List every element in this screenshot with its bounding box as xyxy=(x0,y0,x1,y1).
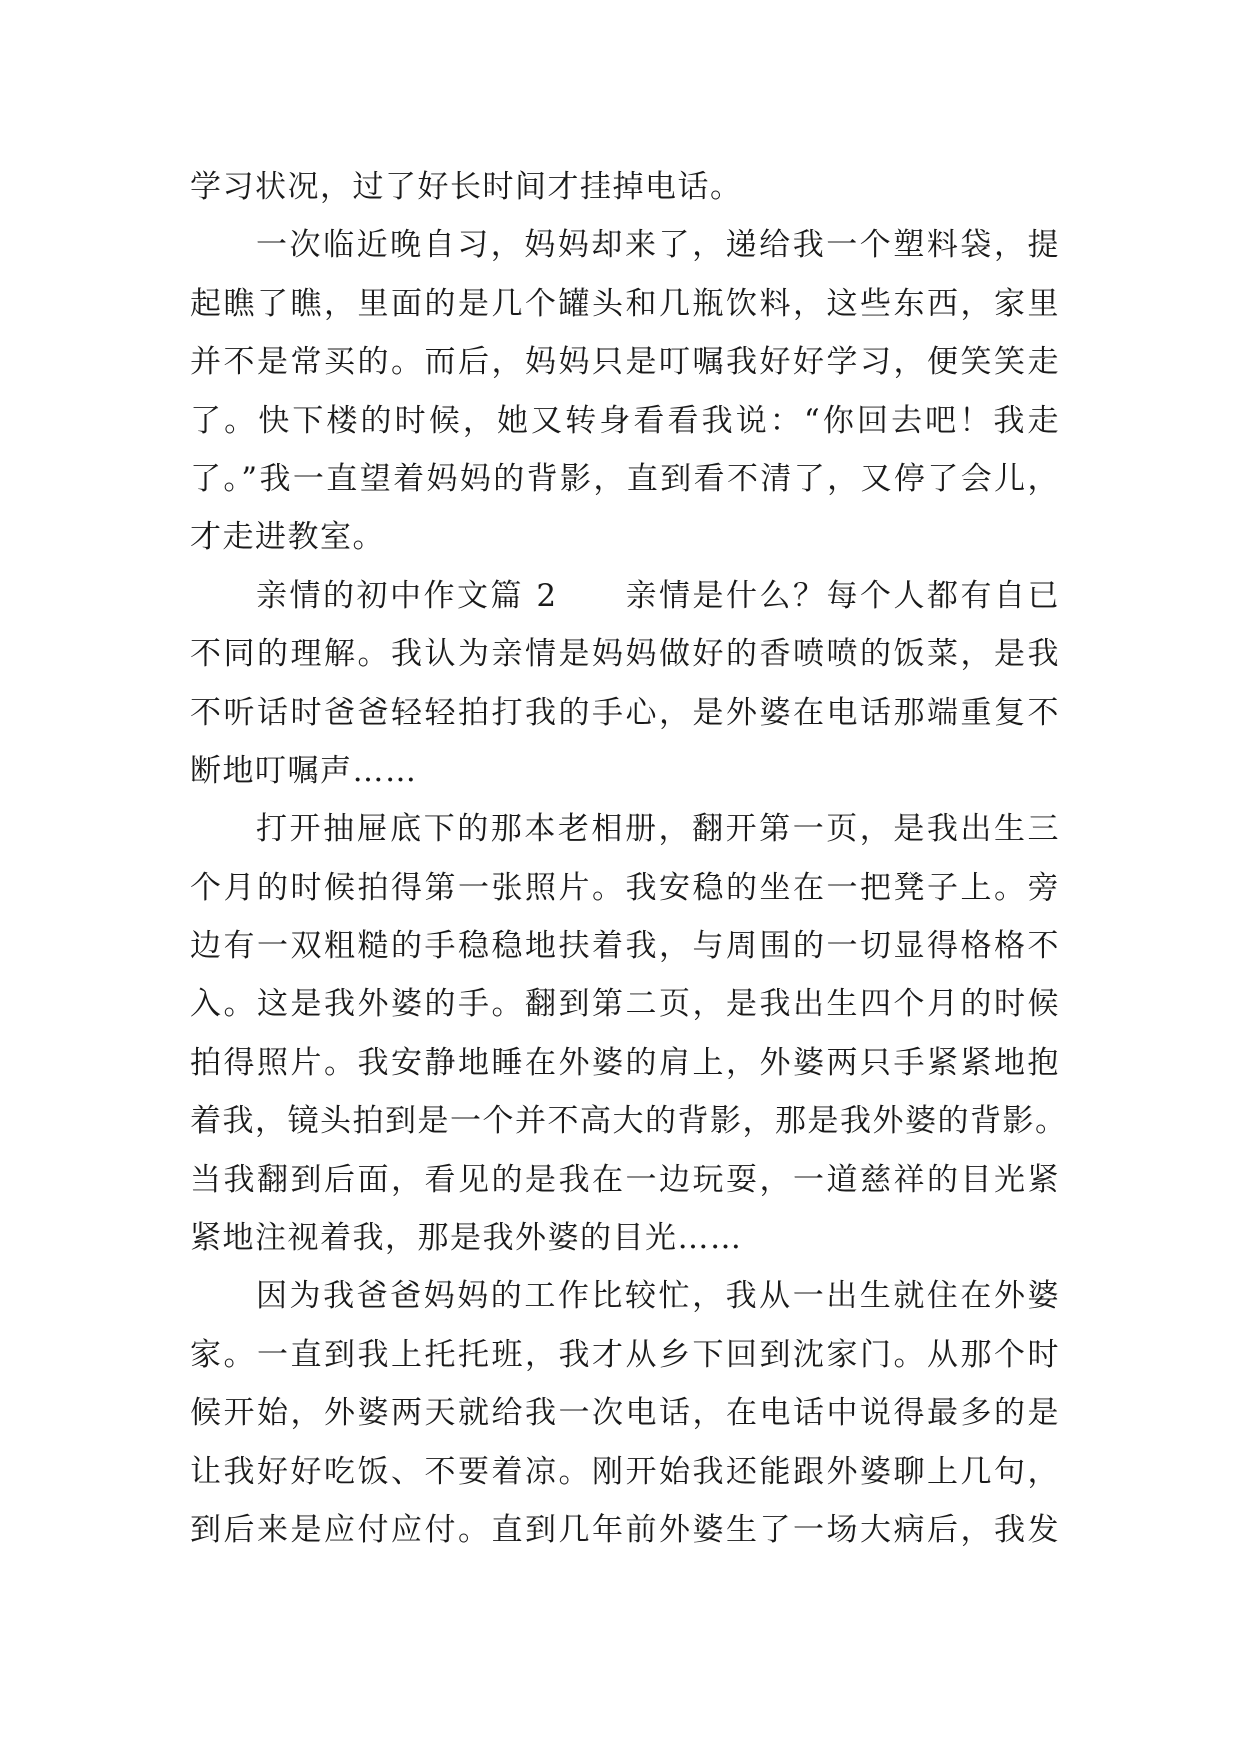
text-line: 着我，镜头拍到是一个并不高大的背影，那是我外婆的背影。 xyxy=(190,1103,1068,1140)
text-line: 个月的时候拍得第一张照片。我安稳的坐在一把凳子上。旁 xyxy=(190,869,1060,906)
text-line: 因为我爸爸妈妈的工作比较忙，我从一出生就住在外婆 xyxy=(256,1278,1060,1315)
text-line: 入。这是我外婆的手。翻到第二页，是我出生四个月的时候 xyxy=(190,986,1060,1023)
text-line: 打开抽屉底下的那本老相册，翻开第一页，是我出生三 xyxy=(256,811,1060,848)
text-line: 家。一直到我上托托班，我才从乡下回到沈家门。从那个时 xyxy=(190,1336,1060,1373)
text-line: 候开始，外婆两天就给我一次电话，在电话中说得最多的是 xyxy=(190,1395,1060,1432)
text-line: 到后来是应付应付。直到几年前外婆生了一场大病后，我发 xyxy=(190,1511,1060,1548)
body-text xyxy=(190,158,1068,1559)
text-line: 让我好好吃饭、不要着凉。刚开始我还能跟外婆聊上几句， xyxy=(190,1453,1060,1490)
text-line: 边有一双粗糙的手稳稳地扶着我，与周围的一切显得格格不 xyxy=(190,928,1060,965)
text-line: 不听话时爸爸轻轻拍打我的手心，是外婆在电话那端重复不 xyxy=(190,694,1060,731)
text-line: 并不是常买的。而后，妈妈只是叮嘱我好好学习，便笑笑走 xyxy=(190,344,1060,381)
text-line: 了。”我一直望着妈妈的背影，直到看不清了，又停了会儿， xyxy=(190,460,1060,497)
text-line: 断地叮嘱声…… xyxy=(190,752,418,789)
text-line: 一次临近晚自习，妈妈却来了，递给我一个塑料袋，提 xyxy=(256,227,1060,264)
text-line: 起瞧了瞧，里面的是几个罐头和几瓶饮料，这些东西，家里 xyxy=(190,285,1060,322)
text-line: 当我翻到后面，看见的是我在一边玩耍，一道慈祥的目光紧 xyxy=(190,1161,1060,1198)
text-line: 拍得照片。我安静地睡在外婆的肩上，外婆两只手紧紧地抱 xyxy=(190,1044,1060,1081)
text-line: 才走进教室。 xyxy=(190,519,385,556)
text-line: 不同的理解。我认为亲情是妈妈做好的香喷喷的饭菜，是我 xyxy=(190,636,1060,673)
text-line: 亲情的初中作文篇 2 亲情是什么？每个人都有自已 xyxy=(256,577,1060,614)
text-line: 学习状况，过了好长时间才挂掉电话。 xyxy=(190,169,743,205)
text-line: 了。快下楼的时候，她又转身看看我说：“你回去吧！我走 xyxy=(190,402,1060,439)
text-line: 紧地注视着我，那是我外婆的目光…… xyxy=(190,1220,743,1257)
